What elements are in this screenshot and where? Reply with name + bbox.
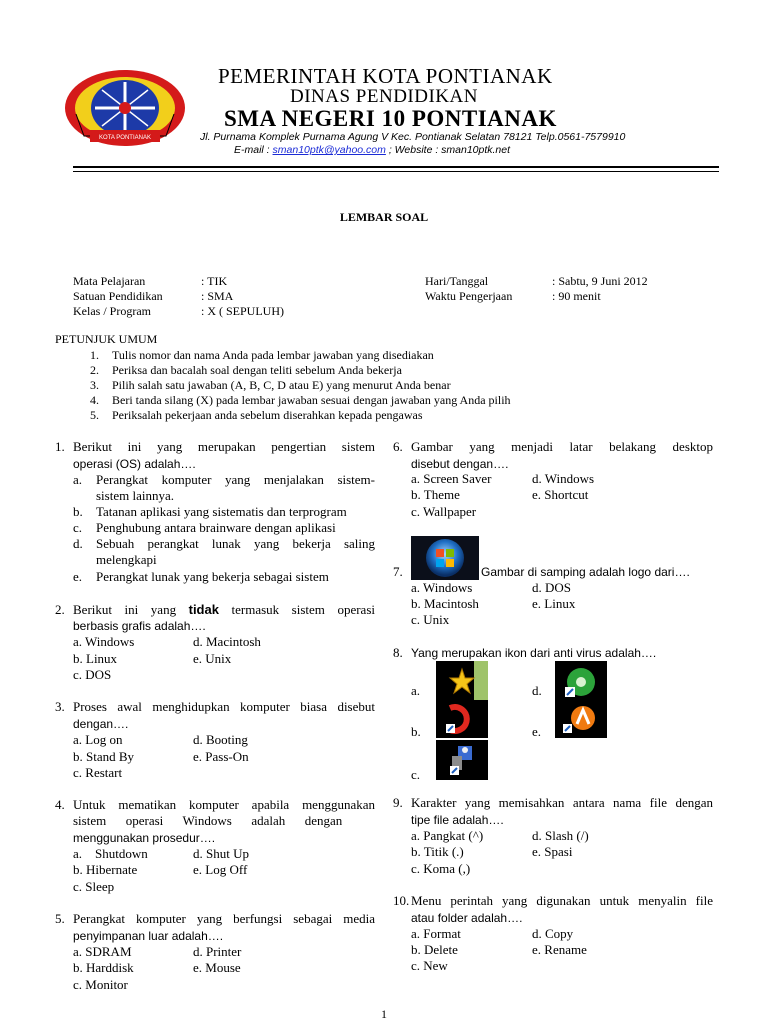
windows-logo-image [411,536,479,580]
instruction-item: Periksa dan bacalah soal dengan teliti sebelum Anda bekerja [112,363,402,377]
instruction-num: 3. [90,378,99,392]
green-disc-icon [555,661,607,703]
option-a: a. Windows [73,634,135,649]
option-d: d. Windows [532,471,595,486]
meta-value-unit: : SMA [201,289,234,303]
question-text: Gambar di samping adalah logo dari…. [481,565,690,579]
question-text-post: termasuk sistem operasi [218,602,375,617]
option-e-image [555,700,607,738]
email-label: E-mail : [234,144,270,156]
option-key: b. [73,504,83,519]
star-icon [436,661,488,703]
email-link[interactable]: sman10ptk@yahoo.com [272,144,386,156]
page-number: 1 [381,1007,387,1021]
question-number: 2. [55,602,65,617]
question-number: 10. [393,893,410,908]
option-a: a. Log on [73,732,123,747]
option-b: b. Theme [411,487,460,502]
question-text: Berikut ini yang merupakan pengertian sistem [73,439,375,454]
option-b: b. Linux [73,651,118,666]
question-text: Menu perintah yang digunakan untuk menyalin file [411,893,713,908]
question-text: Untuk mematikan komputer apabila menggunakan [73,797,375,812]
question-number: 4. [55,797,65,812]
website-label: ; Website : sman10ptk.net [388,144,511,156]
question-number: 9. [393,795,403,810]
question-text: dengan…. [73,717,129,731]
option-a: a. Format [411,926,461,941]
meta-value-time: : 90 menit [552,289,601,303]
option-a: a. Windows [411,580,473,595]
option-b: b. Titik (.) [411,844,464,859]
option-text: Penghubung antara brainware dengan aplikasi [96,520,336,535]
windows-orb-icon [411,536,479,580]
meta-value-date: : Sabtu, 9 Juni 2012 [552,274,648,288]
option-key: e. [73,569,83,584]
option-c: c. Restart [73,765,123,780]
logo-text: KOTA PONTIANAK [99,135,151,141]
instruction-num: 2. [90,363,99,377]
address: Jl. Purnama Komplek Purnama Agung V Kec. Pontianak Selatan 78121 Telp.0561-7579910 [200,131,626,143]
header-line-2: DINAS PENDIDIKAN [290,86,478,107]
meta-label-class: Kelas / Program [73,304,151,318]
question-text: operasi (OS) adalah…. [73,457,196,471]
option-b: b. Stand By [73,749,135,764]
option-d: d. Printer [193,944,242,959]
option-a: a. SDRAM [73,944,132,959]
instructions-heading: PETUNJUK UMUM [55,332,158,346]
option-e: e. Rename [532,942,587,957]
instruction-item: Tulis nomor dan nama Anda pada lembar jawaban yang disediakan [112,348,434,362]
school-name: SMA NEGERI 10 PONTIANAK [224,106,557,131]
option-text: sistem lainnya. [96,488,174,503]
question-number: 5. [55,911,65,926]
question-text: tipe file adalah…. [411,813,504,827]
school-logo [62,66,188,150]
option-b: b. Harddisk [73,960,134,975]
option-c: c. DOS [73,667,112,682]
option-a: a. Pangkat (^) [411,828,484,843]
question-text: Gambar yang menjadi latar belakang desktop [411,439,713,454]
meta-label-subject: Mata Pelajaran [73,274,146,288]
meta-label-unit: Satuan Pendidikan [73,289,163,303]
question-text: Karakter yang memisahkan antara nama file dengan [411,795,713,810]
option-text: Sebuah perangkat lunak yang bekerja saling [96,536,375,551]
option-e: e. Linux [532,596,576,611]
option-d: d. Slash (/) [532,828,589,843]
option-e: e. Spasi [532,844,573,859]
question-number: 7. [393,564,403,579]
header-rule-thin [73,171,719,172]
meta-value-subject: : TIK [201,274,228,288]
option-b: b. Hibernate [73,862,138,877]
option-d: d. Booting [193,732,248,747]
option-c: c. Unix [411,612,450,627]
option-d: d. [532,683,542,698]
question-number: 8. [393,645,403,660]
question-text: Perangkat komputer yang berfungsi sebagai media [73,911,375,926]
option-e: e. Mouse [193,960,241,975]
question-text-emphasis: tidak [188,602,219,617]
option-b: b. Macintosh [411,596,479,611]
instruction-item: Beri tanda silang (X) pada lembar jawaban sesuai dengan jawaban yang Anda pilih [112,393,511,407]
option-key: a. [73,472,83,487]
red-shield-icon [436,700,488,738]
option-e: e. Pass-On [193,749,249,764]
option-b: b. Delete [411,942,458,957]
meta-label-time: Waktu Pengerjaan [425,289,513,303]
option-key: c. [73,520,83,535]
header-rule [73,166,719,168]
option-text: Perangkat lunak yang bekerja sebagai sistem [96,569,329,584]
option-b: b. [411,724,421,739]
option-d-image [555,661,607,703]
question-text: berbasis grafis adalah…. [73,619,206,633]
option-e: e. Log Off [193,862,248,877]
avast-icon [555,700,607,738]
option-b-image [436,700,488,738]
question-text: penyimpanan luar adalah…. [73,929,224,943]
meta-label-date: Hari/Tanggal [425,274,489,288]
option-d: d. DOS [532,580,572,595]
instruction-num: 5. [90,408,99,422]
option-d: d. Copy [532,926,574,941]
header-line-1: PEMERINTAH KOTA PONTIANAK [218,64,553,88]
option-e: e. [532,724,542,739]
option-key: d. [73,536,83,551]
option-c: c. Koma (,) [411,861,471,876]
option-e: e. Unix [193,651,232,666]
option-e: e. Shortcut [532,487,589,502]
question-text: atau folder adalah…. [411,911,523,925]
option-text: melengkapi [96,552,157,567]
instruction-num: 4. [90,393,99,407]
option-d: d. Shut Up [193,846,249,861]
option-c: c. Sleep [73,879,115,894]
shield-figure-icon [436,740,488,780]
option-a: a. Shutdown [73,846,148,861]
option-c: c. [411,767,421,782]
option-a: a. [411,683,421,698]
page-title: LEMBAR SOAL [339,210,429,224]
meta-value-class: : X ( SEPULUH) [201,304,284,318]
question-text: Yang merupakan ikon dari anti virus adalah…. [411,646,657,660]
option-text: Tatanan aplikasi yang sistematis dan terprogram [96,504,347,519]
option-c: c. New [411,958,448,973]
option-a: a. Screen Saver [411,471,492,486]
option-c-image [436,740,488,780]
option-c: c. Wallpaper [411,504,477,519]
question-text: disebut dengan…. [411,457,509,471]
option-text: Perangkat komputer yang menjalakan sistem- [96,472,375,487]
option-c: c. Monitor [73,977,128,992]
question-number: 1. [55,439,65,454]
contact-line [234,144,510,156]
instruction-item: Pilih salah satu jawaban (A, B, C, D atau E) yang menurut Anda benar [112,378,451,392]
question-text [73,602,375,618]
question-number: 3. [55,699,65,714]
question-text: Proses awal menghidupkan komputer biasa disebut [73,699,375,714]
instruction-num: 1. [90,348,99,362]
option-a-image [436,661,488,703]
option-d: d. Macintosh [193,634,261,649]
question-number: 6. [393,439,403,454]
instruction-item: Periksalah pekerjaan anda sebelum diserahkan kepada pengawas [112,408,423,422]
question-text: sistem operasi Windows adalah dengan [73,813,343,828]
question-text: menggunakan prosedur…. [73,831,216,845]
question-text-pre: Berikut ini yang [73,602,189,617]
